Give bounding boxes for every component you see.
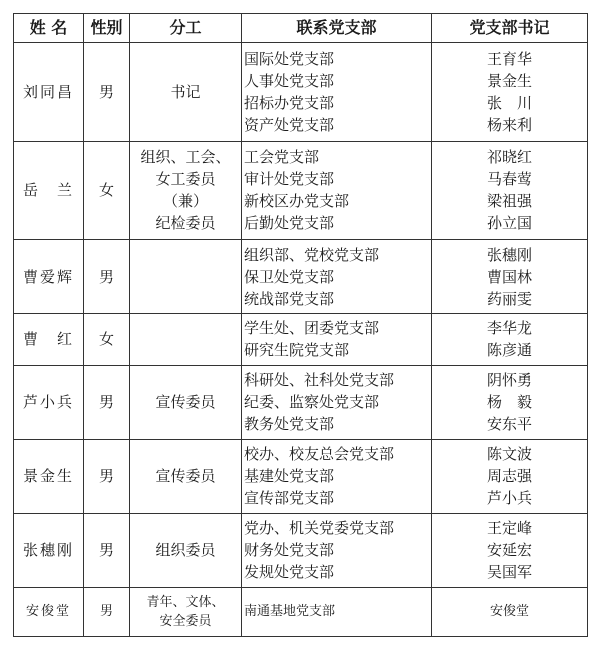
committee-roster-table [13, 13, 588, 637]
branch-line: 审计处党支部 [244, 170, 335, 189]
secretary-line: 张 川 [486, 93, 532, 112]
branch-line: 校办、校友总会党支部 [244, 445, 395, 464]
branch-line: 保卫处党支部 [244, 267, 335, 286]
member-name: 刘同昌 [22, 82, 74, 101]
secretary-line: 曹国林 [486, 267, 532, 286]
secretary-line: 阴怀勇 [486, 371, 532, 390]
gender-cell [84, 314, 130, 365]
duty-line: 书记 [170, 82, 201, 101]
name-cell [14, 513, 84, 587]
name-cell [14, 43, 84, 142]
branch-cell [242, 439, 432, 513]
header-gender: 性别 [84, 14, 130, 43]
branch-line: 统战部党支部 [244, 289, 335, 308]
table-row [14, 43, 588, 142]
branch-cell [242, 513, 432, 587]
branch-line: 研究生院党支部 [244, 341, 350, 360]
table-row [14, 513, 588, 587]
secretary-line: 马春莺 [486, 170, 532, 189]
duty-line: 纪检委员 [155, 214, 216, 233]
branch-line: 工会党支部 [244, 148, 320, 167]
duty-cell [130, 43, 242, 142]
branch-line: 南通基地党支部 [244, 604, 336, 620]
secretary-line: 祁晓红 [486, 148, 532, 167]
branch-line: 资产处党支部 [244, 115, 335, 134]
table-row [14, 314, 588, 365]
secretary-line: 吴国军 [486, 563, 532, 582]
duty-line: 组织委员 [155, 541, 216, 560]
duty-cell [130, 587, 242, 636]
secretary-line: 孙立国 [486, 214, 532, 233]
branch-cell [242, 587, 432, 636]
secretary-cell [432, 587, 588, 636]
branch-line: 人事处党支部 [244, 71, 335, 90]
secretary-line: 张穗刚 [486, 245, 532, 264]
member-gender: 女 [98, 181, 114, 200]
duty-line: 青年、文体、 [146, 594, 225, 610]
member-name: 曹爱辉 [22, 267, 74, 286]
table-row [14, 587, 588, 636]
member-name: 安俊堂 [25, 604, 71, 620]
branch-line: 发规处党支部 [244, 563, 335, 582]
secretary-cell [432, 314, 588, 365]
name-cell [14, 439, 84, 513]
gender-cell [84, 43, 130, 142]
duty-cell [130, 314, 242, 365]
duty-cell [130, 240, 242, 314]
secretary-line: 周志强 [486, 467, 532, 486]
secretary-line: 李华龙 [486, 319, 532, 338]
secretary-line: 梁祖强 [486, 192, 532, 211]
member-gender: 女 [98, 330, 114, 349]
secretary-line: 景金生 [486, 71, 532, 90]
member-gender: 男 [98, 82, 114, 101]
header-duty: 分工 [130, 14, 242, 43]
gender-cell [84, 439, 130, 513]
table-row [14, 439, 588, 513]
branch-line: 宣传部党支部 [244, 489, 335, 508]
table-row [14, 365, 588, 439]
branch-cell [242, 43, 432, 142]
name-cell [14, 240, 84, 314]
duty-line: 女工委员 [155, 170, 216, 189]
duty-line: 宣传委员 [155, 467, 216, 486]
secretary-line: 安俊堂 [489, 604, 529, 620]
duty-line: 宣传委员 [155, 393, 216, 412]
secretary-cell [432, 43, 588, 142]
member-gender: 男 [98, 393, 114, 412]
secretary-line: 杨来利 [486, 115, 532, 134]
duty-cell [130, 513, 242, 587]
secretary-line: 陈彦通 [486, 341, 532, 360]
duty-cell [130, 141, 242, 240]
roster-body [14, 43, 588, 637]
branch-cell [242, 240, 432, 314]
member-gender: 男 [98, 541, 114, 560]
duty-line: 组织、工会、 [140, 148, 231, 167]
secretary-cell [432, 365, 588, 439]
branch-cell [242, 141, 432, 240]
secretary-cell [432, 513, 588, 587]
duty-line: （兼） [162, 192, 208, 211]
gender-cell [84, 587, 130, 636]
branch-line: 基建处党支部 [244, 467, 335, 486]
secretary-cell [432, 141, 588, 240]
branch-line: 科研处、社科处党支部 [244, 371, 395, 390]
gender-cell [84, 240, 130, 314]
duty-cell [130, 439, 242, 513]
secretary-line: 安延宏 [486, 541, 532, 560]
secretary-line: 药丽雯 [486, 289, 532, 308]
member-name: 曹 红 [22, 330, 74, 349]
branch-line: 组织部、党校党支部 [244, 245, 380, 264]
secretary-line: 芦小兵 [486, 489, 532, 508]
header-branch: 联系党支部 [242, 14, 432, 43]
duty-line: 安全委员 [159, 613, 212, 629]
branch-cell [242, 314, 432, 365]
header-name: 姓 名 [14, 14, 84, 43]
member-name: 张穗刚 [22, 541, 74, 560]
member-name: 芦小兵 [22, 393, 74, 412]
member-gender: 男 [98, 267, 114, 286]
secretary-line: 王定峰 [486, 519, 532, 538]
branch-line: 纪委、监察处党支部 [244, 393, 380, 412]
secretary-line: 杨 毅 [486, 393, 532, 412]
secretary-line: 安东平 [486, 415, 532, 434]
table-row [14, 240, 588, 314]
gender-cell [84, 513, 130, 587]
table-header-row [14, 14, 588, 43]
member-name: 景金生 [22, 467, 74, 486]
member-name: 岳 兰 [22, 181, 74, 200]
member-gender: 男 [98, 467, 114, 486]
gender-cell [84, 141, 130, 240]
name-cell [14, 314, 84, 365]
name-cell [14, 587, 84, 636]
member-gender: 男 [99, 604, 113, 620]
secretary-line: 王育华 [486, 49, 532, 68]
branch-line: 学生处、团委党支部 [244, 319, 380, 338]
branch-line: 后勤处党支部 [244, 214, 335, 233]
gender-cell [84, 365, 130, 439]
branch-line: 财务处党支部 [244, 541, 335, 560]
table-row [14, 141, 588, 240]
secretary-line: 陈文波 [486, 445, 532, 464]
branch-line: 招标办党支部 [244, 93, 335, 112]
header-secretary: 党支部书记 [432, 14, 588, 43]
branch-cell [242, 365, 432, 439]
secretary-cell [432, 240, 588, 314]
duty-cell [130, 365, 242, 439]
branch-line: 教务处党支部 [244, 415, 335, 434]
branch-line: 新校区办党支部 [244, 192, 350, 211]
secretary-cell [432, 439, 588, 513]
branch-line: 党办、机关党委党支部 [244, 519, 395, 538]
branch-line: 国际处党支部 [244, 49, 335, 68]
name-cell [14, 365, 84, 439]
name-cell [14, 141, 84, 240]
